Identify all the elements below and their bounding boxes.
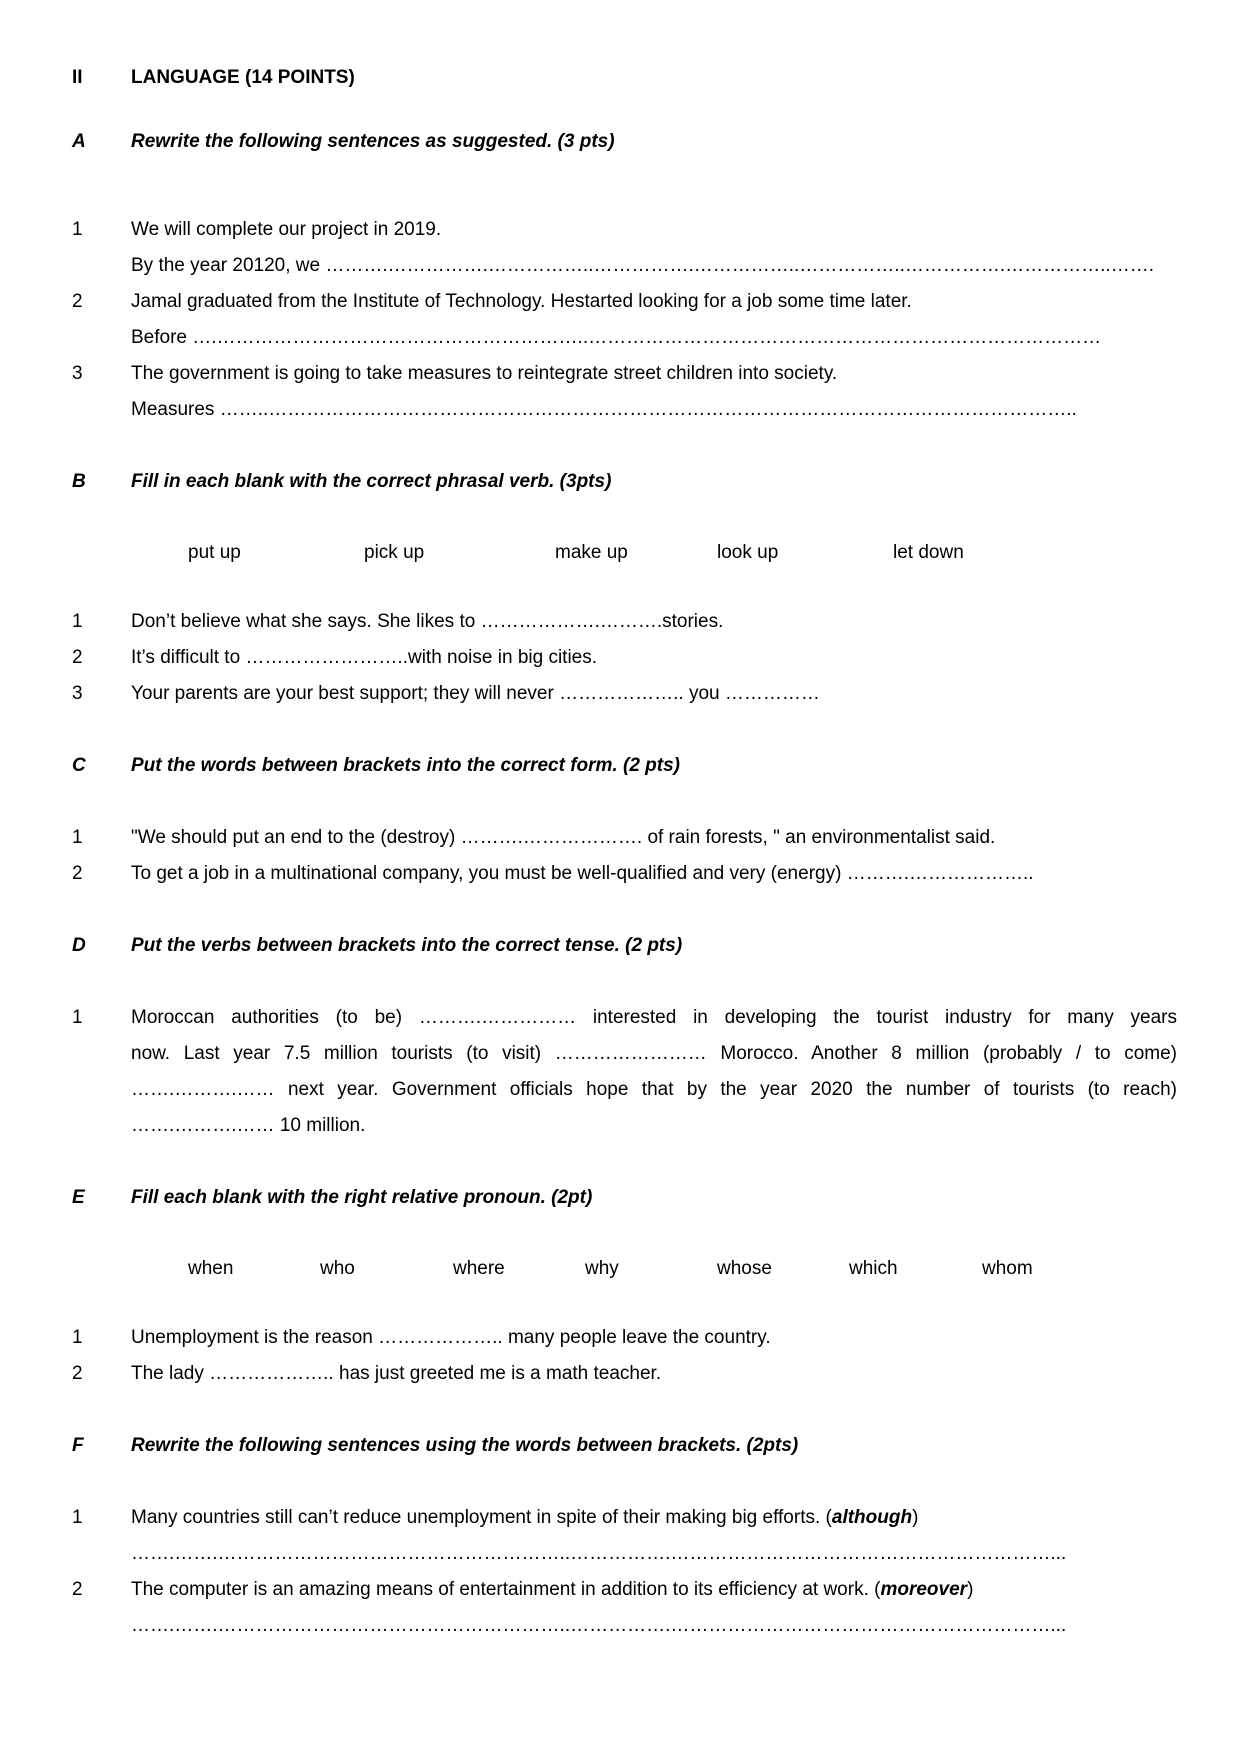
b-item-2-after: .with noise in big cities.	[402, 647, 598, 668]
a-item-1-answer-line	[131, 254, 1177, 278]
f-item-2-number: 2	[72, 1579, 83, 1600]
e-item-1-number: 1	[72, 1327, 83, 1348]
e-item-2-number: 2	[72, 1363, 83, 1384]
b-word-bank-item: pick up	[364, 542, 425, 563]
e-item-2-before: The lady	[131, 1363, 204, 1384]
section-number: II	[72, 67, 83, 88]
part-f-instruction: Rewrite the following sentences using the words between brackets. (2pts)	[131, 1435, 799, 1456]
e-word-bank-item: where	[453, 1258, 505, 1279]
b-item-3-before: Your parents are your best support; they will never	[131, 683, 554, 704]
part-c-letter: C	[72, 755, 86, 776]
part-f-letter: F	[72, 1435, 84, 1456]
e-item-1-blank[interactable]: ………………..	[378, 1327, 503, 1348]
b-word-bank-item: put up	[188, 542, 241, 563]
part-a-letter: A	[72, 131, 86, 152]
b-item-3-mid: you	[688, 683, 720, 704]
b-item-3-blank-2[interactable]: ……………	[724, 683, 820, 704]
c-item-1-line	[131, 826, 995, 850]
b-item-2-number: 2	[72, 647, 83, 668]
b-item-2-before: It’s difficult to	[131, 647, 241, 668]
e-word-bank-item: whom	[982, 1258, 1033, 1279]
d-paragraph-line: Moroccan authorities (to be) ……….…………… interested in developing the tourist industry for many years	[131, 1007, 1177, 1028]
d-paragraph-line: now. Last year 7.5 million tourists (to visit) …………………… Morocco. Another 8 million (probably / to come)	[131, 1043, 1177, 1064]
e-word-bank-item: whose	[717, 1258, 772, 1279]
f-item-1-number: 1	[72, 1507, 83, 1528]
f-item-2-close: )	[967, 1579, 974, 1600]
f-item-1-keyword: although	[831, 1507, 913, 1528]
d-item-1-number: 1	[72, 1007, 83, 1028]
b-item-3-line	[131, 682, 820, 706]
b-item-1-after: .stories.	[656, 611, 724, 632]
part-d-letter: D	[72, 935, 86, 956]
b-item-1-number: 1	[72, 611, 83, 632]
part-d-instruction: Put the verbs between brackets into the correct tense. (2 pts)	[131, 935, 683, 956]
a-item-1-number: 1	[72, 219, 83, 240]
c-item-1-after: of rain forests, " an environmentalist said.	[647, 827, 996, 848]
e-word-bank-item: who	[320, 1258, 355, 1279]
a-item-3-blank[interactable]: ……..………………………………………………………………………………………………………………..	[219, 399, 1077, 420]
c-item-1-number: 1	[72, 827, 83, 848]
e-word-bank-item: when	[188, 1258, 234, 1279]
f-item-2-keyword: moreover	[880, 1579, 968, 1600]
a-item-2-prompt: Before	[131, 327, 187, 348]
e-item-2-after: has just greeted me is a math teacher.	[339, 1363, 662, 1384]
b-item-3-number: 3	[72, 683, 83, 704]
part-a-instruction: Rewrite the following sentences as suggested. (3 pts)	[131, 131, 615, 152]
f-item-1-close: )	[912, 1507, 919, 1528]
a-item-1-blank[interactable]: ……….…………….……………..…………….……………..……………..…………….……………..…….	[325, 255, 1154, 276]
part-e-letter: E	[72, 1187, 85, 1208]
e-item-2-blank[interactable]: ………………..	[209, 1363, 334, 1384]
e-item-1-after: many people leave the country.	[507, 1327, 771, 1348]
a-item-1-prompt: By the year 20120, we	[131, 255, 321, 276]
a-item-3-prompt: Measures	[131, 399, 215, 420]
d-paragraph-line: …….……….…… next year. Government officials hope that by the year 2020 the number of tourists (to reach)	[131, 1079, 1177, 1100]
part-c-instruction: Put the words between brackets into the correct form. (2 pts)	[131, 755, 680, 776]
a-item-2-blank[interactable]: ….…………………………………………………..………………………………………………………………………	[192, 327, 1102, 348]
e-item-1-line	[131, 1326, 771, 1350]
f-item-1-text: Many countries still can’t reduce unemployment in spite of their making big efforts. (	[131, 1507, 832, 1528]
b-item-2-line	[131, 646, 597, 670]
a-item-3-answer-line	[131, 398, 1177, 422]
c-item-1-before: "We should put an end to the (destroy)	[131, 827, 456, 848]
b-word-bank-item: let down	[893, 542, 964, 563]
part-b-instruction: Fill in each blank with the correct phrasal verb. (3pts)	[131, 471, 612, 492]
b-item-3-blank-1[interactable]: ………………..	[559, 683, 684, 704]
f-item-1-sentence	[131, 1506, 918, 1530]
a-item-2-sentence: Jamal graduated from the Institute of Technology. Hestarted looking for a job some time later.	[131, 291, 912, 312]
a-item-3-number: 3	[72, 363, 83, 384]
section-title: LANGUAGE (14 POINTS)	[131, 67, 355, 88]
e-word-bank-item: which	[849, 1258, 898, 1279]
b-word-bank-item: make up	[555, 542, 628, 563]
b-item-1-blank[interactable]: ……………….………	[480, 611, 657, 632]
c-item-2-before: To get a job in a multinational company, you must be well-qualified and very (energy)	[131, 863, 842, 884]
e-item-1-before: Unemployment is the reason	[131, 1327, 373, 1348]
a-item-3-sentence: The government is going to take measures to reintegrate street children into society.	[131, 363, 838, 384]
b-item-1-before: Don’t believe what she says. She likes to	[131, 611, 476, 632]
f-item-1-blank[interactable]: …….…….………………………………………………..…………….……………………………………………………...	[131, 1543, 1067, 1564]
c-item-2-number: 2	[72, 863, 83, 884]
f-item-2-blank[interactable]: …….…….………………………………………………..…………….……………………………………………………...	[131, 1615, 1067, 1636]
c-item-1-blank[interactable]: ……….……………….	[460, 827, 643, 848]
c-item-2-line	[131, 862, 1034, 886]
f-item-2-text: The computer is an amazing means of entertainment in addition to its efficiency at work. (	[131, 1579, 881, 1600]
e-item-2-line	[131, 1362, 661, 1386]
e-word-bank-item: why	[585, 1258, 619, 1279]
part-b-letter: B	[72, 471, 86, 492]
a-item-2-number: 2	[72, 291, 83, 312]
a-item-2-answer-line	[131, 326, 1177, 350]
part-e-instruction: Fill each blank with the right relative pronoun. (2pt)	[131, 1187, 593, 1208]
f-item-2-sentence	[131, 1578, 973, 1602]
a-item-1-sentence: We will complete our project in 2019.	[131, 219, 442, 240]
d-paragraph-line: …….……….…… 10 million.	[131, 1115, 366, 1136]
c-item-2-blank[interactable]: ……….………………..	[846, 863, 1034, 884]
b-word-bank-item: look up	[717, 542, 779, 563]
b-item-1-line	[131, 610, 723, 634]
b-item-2-blank[interactable]: …………………….	[245, 647, 403, 668]
